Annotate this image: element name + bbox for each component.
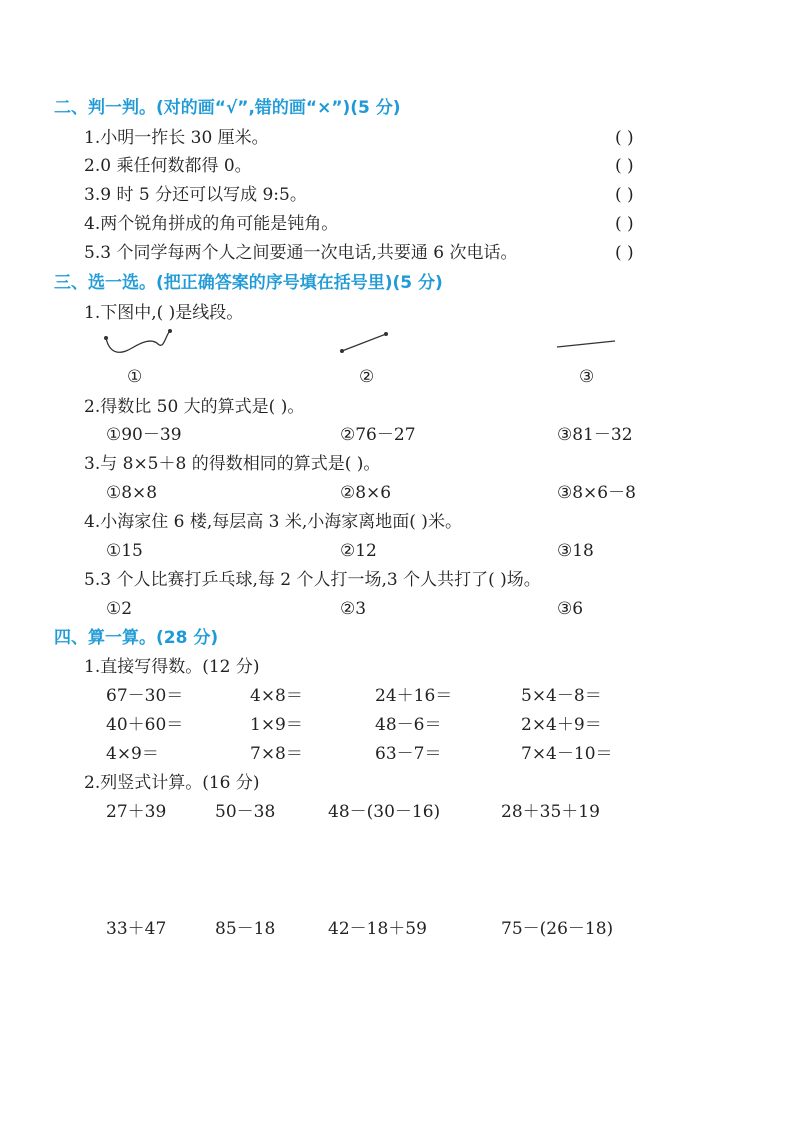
figure-label-1: ①	[127, 367, 143, 387]
vertical-calc-item: 27＋39	[106, 802, 167, 822]
judge-item-2: 2.0 乘任何数都得 0。	[84, 156, 252, 176]
direct-calc-item: 67－30＝	[106, 686, 184, 706]
direct-calc-item: 48－6＝	[375, 715, 442, 735]
figure-line-segment	[336, 329, 392, 355]
direct-calc-item: 40＋60＝	[106, 715, 184, 735]
choice-question-3: 3.与 8×5＋8 的得数相同的算式是( )。	[84, 454, 381, 474]
judge-answer-bracket-4[interactable]: ( )	[615, 214, 634, 234]
direct-calc-item: 4×9＝	[106, 744, 159, 764]
judge-item-4: 4.两个锐角拼成的角可能是钝角。	[84, 214, 339, 234]
direct-calc-item: 7×4－10＝	[521, 744, 613, 764]
q3-option-1: ①8×8	[106, 483, 158, 503]
q4-option-3: ③18	[557, 541, 594, 561]
choice-question-5: 5.3 个人比赛打乒乓球,每 2 个人打一场,3 个人共打了( )场。	[84, 570, 541, 590]
direct-calc-item: 63－7＝	[375, 744, 442, 764]
judge-answer-bracket-3[interactable]: ( )	[615, 185, 634, 205]
judge-item-5: 5.3 个同学每两个人之间要通一次电话,共要通 6 次电话。	[84, 243, 518, 263]
vertical-calc-item: 50－38	[215, 802, 276, 822]
figure-label-3: ③	[579, 367, 595, 387]
q2-option-3: ③81－32	[557, 425, 633, 445]
judge-item-3: 3.9 时 5 分还可以写成 9:5。	[84, 185, 307, 205]
vertical-calc-item: 42－18＋59	[328, 919, 427, 939]
judge-answer-bracket-5[interactable]: ( )	[615, 243, 634, 263]
choice-question-4: 4.小海家住 6 楼,每层高 3 米,小海家离地面( )米。	[84, 512, 462, 532]
q4-option-2: ②12	[340, 541, 377, 561]
section2-heading: 二、判一判。(对的画“√”,错的画“×”)(5 分)	[54, 98, 401, 118]
direct-calc-item: 24＋16＝	[375, 686, 453, 706]
q3-option-3: ③8×6－8	[557, 483, 636, 503]
direct-calc-item: 1×9＝	[250, 715, 303, 735]
q5-option-1: ①2	[106, 599, 133, 619]
direct-calc-item: 4×8＝	[250, 686, 303, 706]
vertical-calc-title: 2.列竖式计算。(16 分)	[84, 773, 260, 793]
direct-calc-item: 5×4－8＝	[521, 686, 602, 706]
direct-calc-title: 1.直接写得数。(12 分)	[84, 657, 260, 677]
q5-option-3: ③6	[557, 599, 584, 619]
judge-answer-bracket-1[interactable]: ( )	[615, 128, 634, 148]
section4-heading: 四、算一算。(28 分)	[54, 628, 219, 648]
q3-option-2: ②8×6	[340, 483, 392, 503]
figure-label-2: ②	[359, 367, 375, 387]
section3-heading: 三、选一选。(把正确答案的序号填在括号里)(5 分)	[54, 273, 443, 293]
q5-option-2: ②3	[340, 599, 367, 619]
vertical-calc-item: 75－(26－18)	[501, 919, 614, 939]
q4-option-1: ①15	[106, 541, 143, 561]
choice-question-1: 1.下图中,( )是线段。	[84, 303, 244, 323]
judge-item-1: 1.小明一拃长 30 厘米。	[84, 128, 269, 148]
judge-answer-bracket-2[interactable]: ( )	[615, 156, 634, 176]
vertical-calc-item: 85－18	[215, 919, 276, 939]
vertical-calc-item: 48－(30－16)	[328, 802, 441, 822]
q2-option-1: ①90－39	[106, 425, 182, 445]
q2-option-2: ②76－27	[340, 425, 416, 445]
vertical-calc-item: 33＋47	[106, 919, 167, 939]
figure-curve-segment	[100, 326, 180, 360]
vertical-calc-item: 28＋35＋19	[501, 802, 600, 822]
choice-question-2: 2.得数比 50 大的算式是( )。	[84, 397, 305, 417]
direct-calc-item: 7×8＝	[250, 744, 303, 764]
direct-calc-item: 2×4＋9＝	[521, 715, 602, 735]
figure-plain-line	[555, 336, 619, 350]
